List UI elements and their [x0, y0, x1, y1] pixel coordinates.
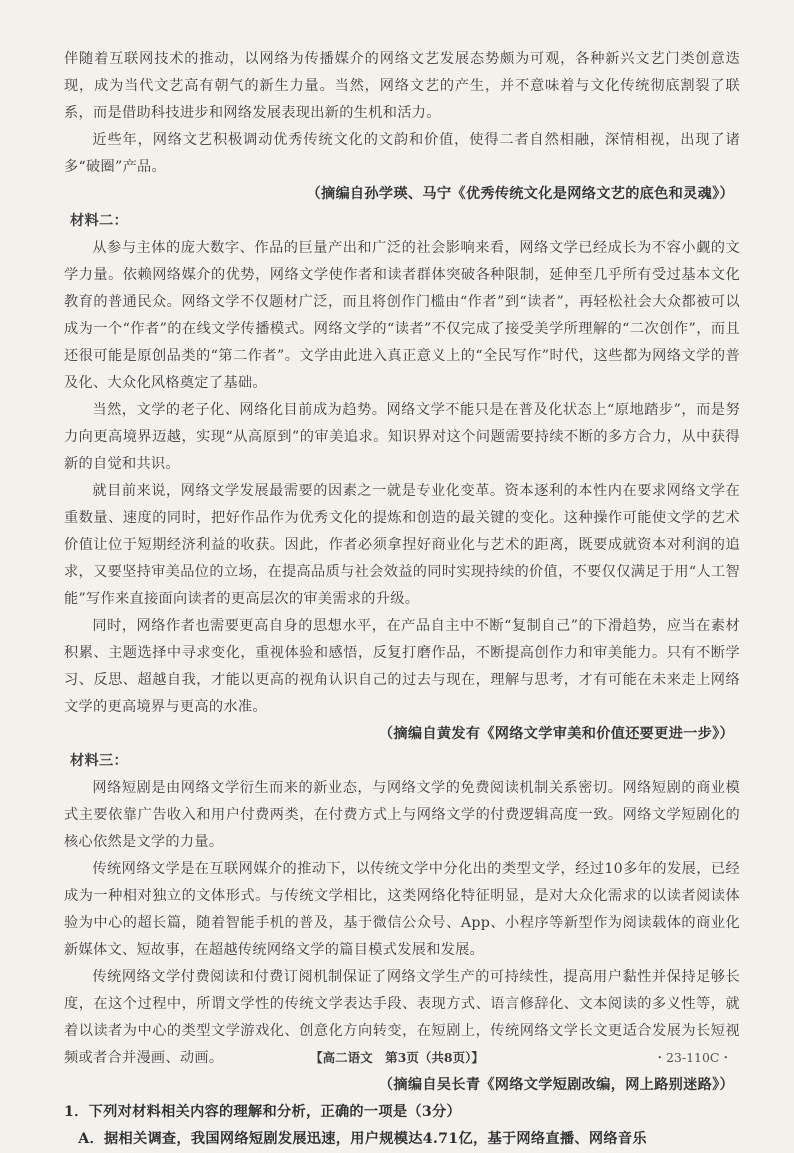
- paragraph-8: 传统网络文学是在互联网媒介的推动下，以传统文学中分化出的类型文学，经过10多年的发展，已经成为一种相对独立的文体形式。与传统文学相比，这类网络化特征明显，是对大众化需求的以读者阅读体验为中心的超长篇，随着智能手机的普及，基于微信公众号、App、小程序等新型作为阅读载体的商业化新媒体文、短故事，在超越传统网络文学的篇目模式发展和发展。: [64, 861, 740, 958]
- paragraph-1: 伴随着互联网技术的推动，以网络为传播媒介的网络文艺发展态势颇为可观，各种新兴文艺门类创意迭现，成为当代文艺高有朝气的新生力量。当然，网络文艺的产生，并不意味着与文化传统彻底割裂了联系，而是借助科技进步和网络发展表现出新的生机和活力。: [64, 51, 740, 121]
- exam-code: ・23-110C・: [653, 1050, 732, 1065]
- material-two-heading: 材料二：: [70, 213, 128, 229]
- page-content: [64, 46, 740, 1153]
- page-footer: [0, 1048, 794, 1068]
- source-citation-2: （摘编自黄发有《网络文学审美和价值还要更进一步》）: [378, 726, 734, 742]
- paragraph-3: 从参与主体的庞大数字、作品的巨量产出和广泛的社会影响来看，网络文学已经成长为不容小觑的文学力量。依赖网络媒介的优势，网络文学使作者和读者群体突破各种限制，延伸至几乎所有受过基本文化教育的普通民众。网络文学不仅题材广泛，而且将创作门槛由“作者”到“读者”，再轻松社会大众都被可以成为一个“作者”的在线文学传播模式。网络文学的“读者”不仅完成了接受美学所理解的“二次创作”，而且还很可能是原创品类的“第二作者”。文学由此进入真正意义上的“全民写作”时代，这些都为网络文学的普及化、大众化风格奠定了基础。: [64, 240, 740, 391]
- page-number-label: 【高二语文 第3页（共8页）】: [310, 1050, 484, 1065]
- question-1: 1．下列对材料相关内容的理解和分析，正确的一项是（3分）: [64, 1104, 462, 1120]
- source-citation-3: （摘编自吴长青《网络文学短剧改编，网上路别迷路》）: [378, 1077, 734, 1093]
- paragraph-6: 同时，网络作者也需要更高自身的思想水平，在产品自主中不断“复制自己”的下滑趋势，应当在素材积累、主题选择中寻求变化，重视体验和感悟，反复打磨作品，不断提高创作力和审美能力。只有不断学习、反思、超越自我，才能以更高的视角认识自己的过去与现在，理解与思考，才有可能在未来走上网络文学的更高境界与更高的水准。: [64, 618, 740, 715]
- paragraph-4: 当然，文学的老子化、网络化目前成为趋势。网络文学不能只是在普及化状态上“原地踏步”，而是努力向更高境界迈越，实现“从高原到”的审美追求。知识界对这个问题需要持续不断的多方合力，从中获得新的自觉和共识。: [64, 402, 740, 472]
- question-1-option-a: A．据相关调查，我国网络短剧发展迅速，用户规模达4.71亿，基于网络直播、网络音乐: [78, 1131, 647, 1147]
- paragraph-9: 传统网络文学付费阅读和付费订阅机制保证了网络文学生产的可持续性，提高用户黏性并保持足够长度，在这个过程中，所谓文学性的传统文学表达手段、表现方式、语言修辞化、文本阅读的多义性等，就着以读者为中心的类型文学游戏化、创意化方向转变，在短剧上，传统网络文学长文更适合发展为长短视频或者合并漫画、动画。: [64, 969, 740, 1066]
- paragraph-2: 近些年，网络文艺积极调动优秀传统文化的文韵和价值，使得二者自然相融，深情相视，出现了诸多“破圈”产品。: [64, 132, 740, 175]
- paragraph-7: 网络短剧是由网络文学衍生而来的新业态，与网络文学的免费阅读机制关系密切。网络短剧的商业模式主要依靠广告收入和用户付费两类，在付费方式上与网络文学的付费逻辑高度一致。网络文学短剧化的核心依然是文学的力量。: [64, 780, 740, 850]
- material-three-heading: 材料三：: [70, 753, 128, 769]
- source-citation-1: （摘编自孙学瑛、马宁《优秀传统文化是网络文艺的底色和灵魂》）: [306, 186, 734, 202]
- paragraph-5: 就目前来说，网络文学发展最需要的因素之一就是专业化变革。资本逐利的本性内在要求网络文学在重数量、速度的同时，把好作品作为优秀文化的提炼和创造的最关键的变化。这种操作可能使文学的艺术价值让位于短期经济利益的收获。因此，作者必须拿捏好商业化与艺术的距离，既要成就资本对利润的追求，又要坚持审美品位的立场，在提高品质与社会效益的同时实现持续的价值，不要仅仅满足于用“人工智能”写作来直接面向读者的更高层次的审美需求的升级。: [64, 483, 740, 607]
